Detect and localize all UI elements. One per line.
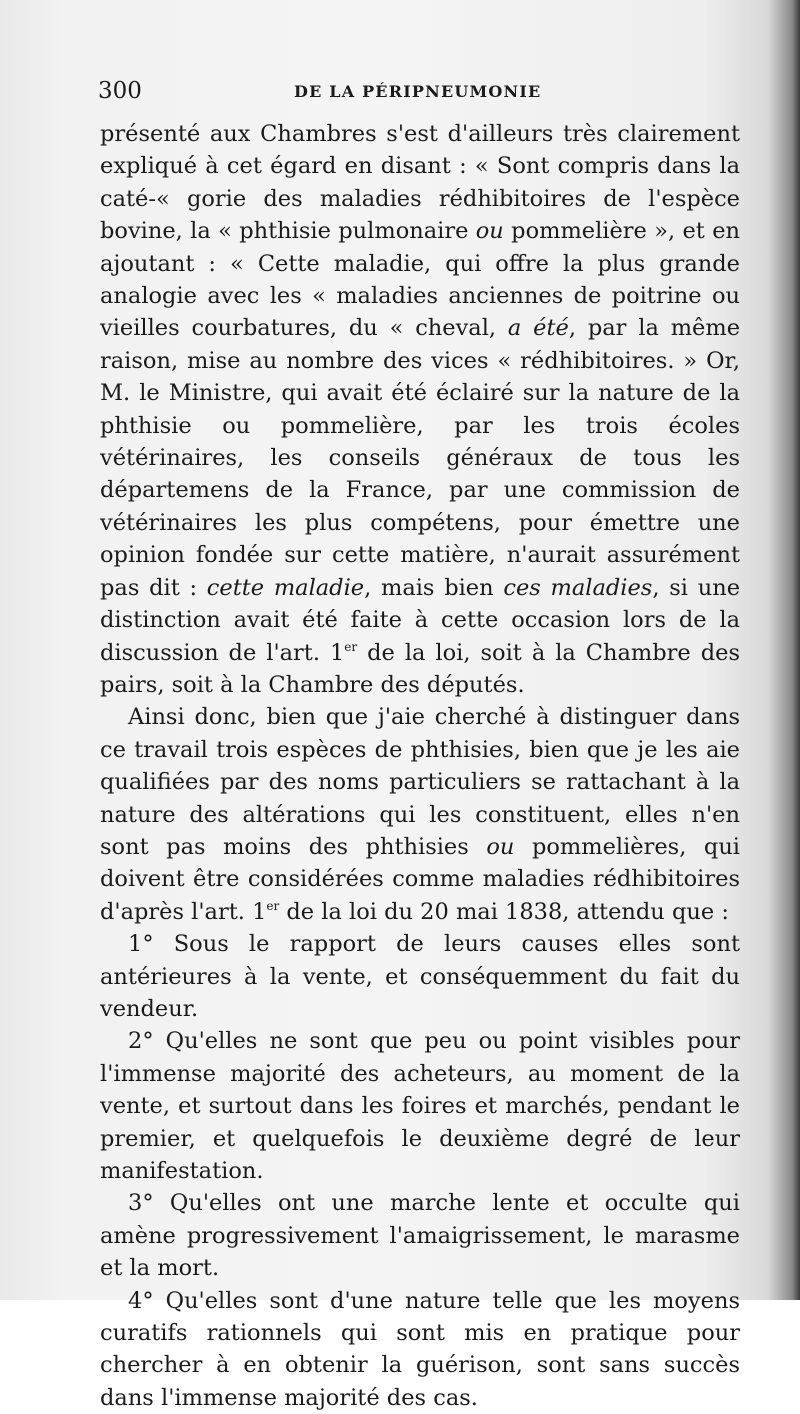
page-header bbox=[98, 78, 740, 108]
text-run: 2° Qu'elles ne sont que peu ou point visibles pour l'immense majorité des acheteurs, au moment de la vente, et surtout dans les foires et marchés, pendant le premier, et quelquefois le deuxième degré de leur manifestation. bbox=[100, 1028, 740, 1184]
italic-text: ces maladies bbox=[503, 574, 653, 601]
italic-text: a été bbox=[507, 315, 569, 342]
text-run: , mais bien bbox=[364, 574, 504, 601]
text-run: , si une distinction avait été faite à cette occasion lors de la discussion de l'art. 1 bbox=[100, 574, 741, 666]
text-run: de la loi, soit à la Chambre des pairs, soit à la Chambre des députés. bbox=[100, 639, 740, 698]
text-run: 1° Sous le rapport de leurs causes elles sont antérieures à la vente, et conséquemment du fait du vendeur. bbox=[100, 931, 740, 1022]
italic-text: cette maladie bbox=[206, 574, 365, 601]
body-text bbox=[100, 118, 740, 1414]
superscript: er bbox=[344, 639, 358, 654]
text-run: de la loi du 20 mai 1838, attendu que : bbox=[279, 898, 729, 925]
text-run: 3° Qu'elles ont une marche lente et occulte qui amène progressivement l'amaigrissement, le marasme et la mort. bbox=[100, 1190, 740, 1282]
italic-text: ou bbox=[475, 218, 504, 245]
text-run: présenté aux Chambres s'est d'ailleurs très clairement expliqué à cet égard en disant : « Sont compris dans la caté-« gorie des maladies rédhibitoires de l'espèce bovine, la « phthisie pulmonaire bbox=[100, 121, 740, 245]
italic-text: ou bbox=[486, 833, 515, 860]
text-run: pommelière », et en ajoutant : « Cette maladie, qui offre la plus grande analogie avec les « maladies anciennes de poitrine ou vieilles courbatures, du « cheval, bbox=[100, 218, 741, 342]
list-item-3 bbox=[100, 1187, 740, 1284]
superscript: er bbox=[266, 898, 280, 913]
page-number: 300 bbox=[98, 78, 142, 104]
list-item-1 bbox=[100, 928, 740, 1025]
text-run: , par la même raison, mise au nombre des vices « rédhibitoires. » Or, M. le Ministre, qui avait été éclairé sur la nature de la phthisie ou pommelière, par les trois écoles vétérinaires, les conseils généraux de tous les départemens de la France, par une commission de vétérinaires les plus compétens, pour émettre une opinion fondée sur cette matière, n'aurait assurément pas dit : bbox=[100, 315, 741, 601]
text-run: Ainsi donc, bien que j'aie cherché à distinguer dans ce travail trois espèces de phthisies, bien que je les aie qualifiées par des noms particuliers se rattachant à la nature des altérations qui les constituent, elles n'en sont pas moins des phthisies bbox=[100, 704, 740, 860]
running-title: DE LA PÉRIPNEUMONIE bbox=[294, 82, 542, 101]
text-run: 4° Qu'elles sont d'une nature telle que les moyens curatifs rationnels qui sont mis en pratique pour chercher à en obtenir la guérison, sont sans succès dans l'immense majorité des cas. bbox=[100, 1287, 740, 1411]
text-run: pommelières, qui doivent être considérées comme maladies rédhibitoires d'après l'art. 1 bbox=[100, 833, 741, 925]
paragraph-continuation bbox=[100, 118, 740, 701]
list-item-2 bbox=[100, 1025, 740, 1187]
paragraph-ainsi-donc bbox=[100, 701, 740, 928]
list-item-4 bbox=[100, 1285, 740, 1414]
